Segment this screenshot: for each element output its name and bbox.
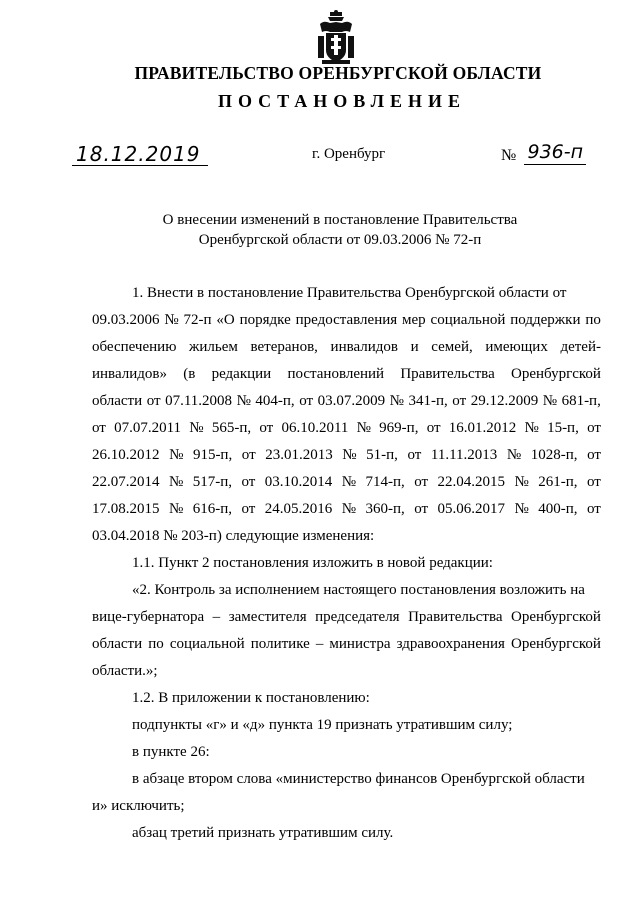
word: 22.04.2015: [437, 474, 506, 490]
word: редакции: [211, 366, 272, 382]
word: 11.11.2013: [430, 447, 498, 463]
word: от: [426, 420, 441, 436]
word: от: [414, 474, 429, 490]
word: №: [164, 312, 179, 328]
word: 29.12.2009: [470, 393, 539, 409]
word: от: [414, 501, 429, 517]
body-line: [92, 607, 601, 627]
word: по: [148, 636, 164, 652]
word: 22.07.2014: [92, 474, 160, 490]
document-number-block: [501, 141, 586, 165]
body-line: 1.1. Пункт 2 постановления изложить в новой редакции:: [132, 555, 493, 571]
word: 714-п,: [365, 474, 405, 490]
word: №: [389, 393, 404, 409]
body-line: и» исключить;: [92, 798, 185, 814]
word: от: [259, 420, 274, 436]
word: Правительства: [408, 609, 503, 625]
word: поддержки: [510, 312, 581, 328]
word: №: [168, 474, 184, 490]
word: 23.01.2013: [265, 447, 333, 463]
word: от: [146, 393, 161, 409]
word: №: [506, 447, 522, 463]
word: заместителя: [228, 609, 307, 625]
body-line: [92, 310, 601, 330]
body-line: в абзаце втором слова «министерство финансов Оренбургской области: [132, 771, 585, 787]
word: «О: [216, 312, 235, 328]
word: 915-п,: [192, 447, 233, 463]
word: №: [168, 501, 184, 517]
organization-title: ПРАВИТЕЛЬСТВО ОРЕНБУРГСКОЙ ОБЛАСТИ: [134, 63, 542, 83]
word: 565-п,: [211, 420, 252, 436]
body-line: подпункты «г» и «д» пункта 19 признать утратившим силу;: [132, 717, 513, 733]
word: от: [586, 474, 601, 490]
word: предоставления: [295, 312, 398, 328]
word: обеспечению: [92, 339, 177, 355]
coat-of-arms-icon: [316, 10, 356, 66]
word: порядке: [239, 312, 291, 328]
body-line: [92, 364, 601, 384]
word: 360-п,: [365, 501, 405, 517]
body-line: 1. Внести в постановление Правительства Оренбургской области от: [132, 285, 567, 301]
word: №: [356, 420, 371, 436]
word: 1028-п,: [530, 447, 578, 463]
document-subject: [130, 210, 550, 250]
word: от: [587, 420, 601, 436]
word: инвалидов»: [92, 366, 167, 382]
word: –: [315, 636, 324, 652]
body-line: абзац третий признать утратившим силу.: [132, 825, 394, 841]
word: от: [587, 447, 601, 463]
body-line: [92, 337, 601, 357]
word: 72-п: [183, 312, 212, 328]
word: 17.08.2015: [92, 501, 160, 517]
word: 681-п,: [561, 393, 601, 409]
word: от: [241, 447, 256, 463]
word: политике: [250, 636, 310, 652]
word: председателя: [315, 609, 400, 625]
word: №: [514, 474, 529, 490]
word: №: [236, 393, 251, 409]
document-city: г. Оренбург: [312, 146, 386, 162]
word: от: [241, 501, 256, 517]
word: здравоохранения: [396, 636, 505, 652]
word: 07.07.2011: [114, 420, 182, 436]
word: детей-: [560, 339, 601, 355]
word: от: [452, 393, 467, 409]
word: 517-п,: [192, 474, 232, 490]
word: №: [341, 501, 357, 517]
body-line: 1.2. В приложении к постановлению:: [132, 690, 370, 706]
body-line: [92, 472, 601, 492]
body-line: 03.04.2018 № 203-п) следующие изменения:: [92, 528, 375, 544]
word: министра: [329, 636, 391, 652]
word: инвалидов: [330, 339, 399, 355]
word: Оренбургской: [511, 366, 601, 382]
word: №: [542, 393, 558, 409]
body-line: [92, 634, 601, 654]
word: Оренбургской: [511, 636, 601, 652]
subject-line: О внесении изменений в постановление Правительства: [162, 212, 518, 228]
number-sign: №: [501, 147, 517, 164]
word: от: [586, 501, 601, 517]
subject-line: Оренбургской области от 09.03.2006 № 72-п: [198, 232, 482, 248]
body-line: [92, 499, 601, 519]
word: вице-губернатора: [92, 609, 205, 625]
word: №: [524, 420, 539, 436]
word: 404-п,: [255, 393, 295, 409]
body-line: [92, 418, 601, 438]
word: 16.01.2012: [448, 420, 517, 436]
body-line: области.»;: [92, 663, 158, 679]
word: 341-п,: [408, 393, 448, 409]
word: 969-п,: [379, 420, 419, 436]
word: 51-п,: [366, 447, 398, 463]
word: 261-п,: [538, 474, 578, 490]
word: области: [92, 636, 143, 652]
word: 400-п,: [538, 501, 578, 517]
word: социальной: [430, 312, 506, 328]
word: 05.06.2017: [437, 501, 506, 517]
word: от: [92, 420, 106, 436]
word: 15-п,: [547, 420, 579, 436]
word: от: [241, 474, 256, 490]
word: социальной: [169, 636, 245, 652]
word: семей,: [431, 339, 473, 355]
word: от: [299, 393, 314, 409]
word: жильем: [189, 339, 238, 355]
document-date: 18.12.2019: [72, 143, 208, 166]
word: №: [514, 501, 529, 517]
body-line: [92, 391, 601, 411]
word: 09.03.2006: [92, 312, 160, 328]
word: от: [407, 447, 422, 463]
word: (в: [183, 366, 196, 382]
word: 03.10.2014: [264, 474, 333, 490]
word: по: [585, 312, 601, 328]
word: области: [92, 393, 143, 409]
word: Правительства: [400, 366, 495, 382]
word: №: [169, 447, 184, 463]
word: постановлений: [287, 366, 385, 382]
body-line: «2. Контроль за исполнением настоящего постановления возложить на: [132, 582, 585, 598]
document-number: 936-п: [524, 141, 586, 165]
body-line: в пункте 26:: [132, 744, 210, 760]
word: №: [342, 447, 357, 463]
document-type-title: ПОСТАНОВЛЕНИЕ: [217, 91, 467, 111]
word: ветеранов,: [250, 339, 318, 355]
word: –: [212, 609, 221, 625]
word: 06.10.2011: [281, 420, 349, 436]
body-line: [92, 445, 601, 465]
word: 03.07.2009: [317, 393, 386, 409]
word: 26.10.2012: [92, 447, 160, 463]
word: 616-п,: [192, 501, 232, 517]
word: №: [189, 420, 204, 436]
word: Оренбургской: [511, 609, 601, 625]
word: 07.11.2008: [165, 393, 233, 409]
word: и: [410, 339, 419, 355]
word: 24.05.2016: [264, 501, 333, 517]
word: мер: [402, 312, 426, 328]
word: №: [341, 474, 357, 490]
word: имеющих: [485, 339, 548, 355]
